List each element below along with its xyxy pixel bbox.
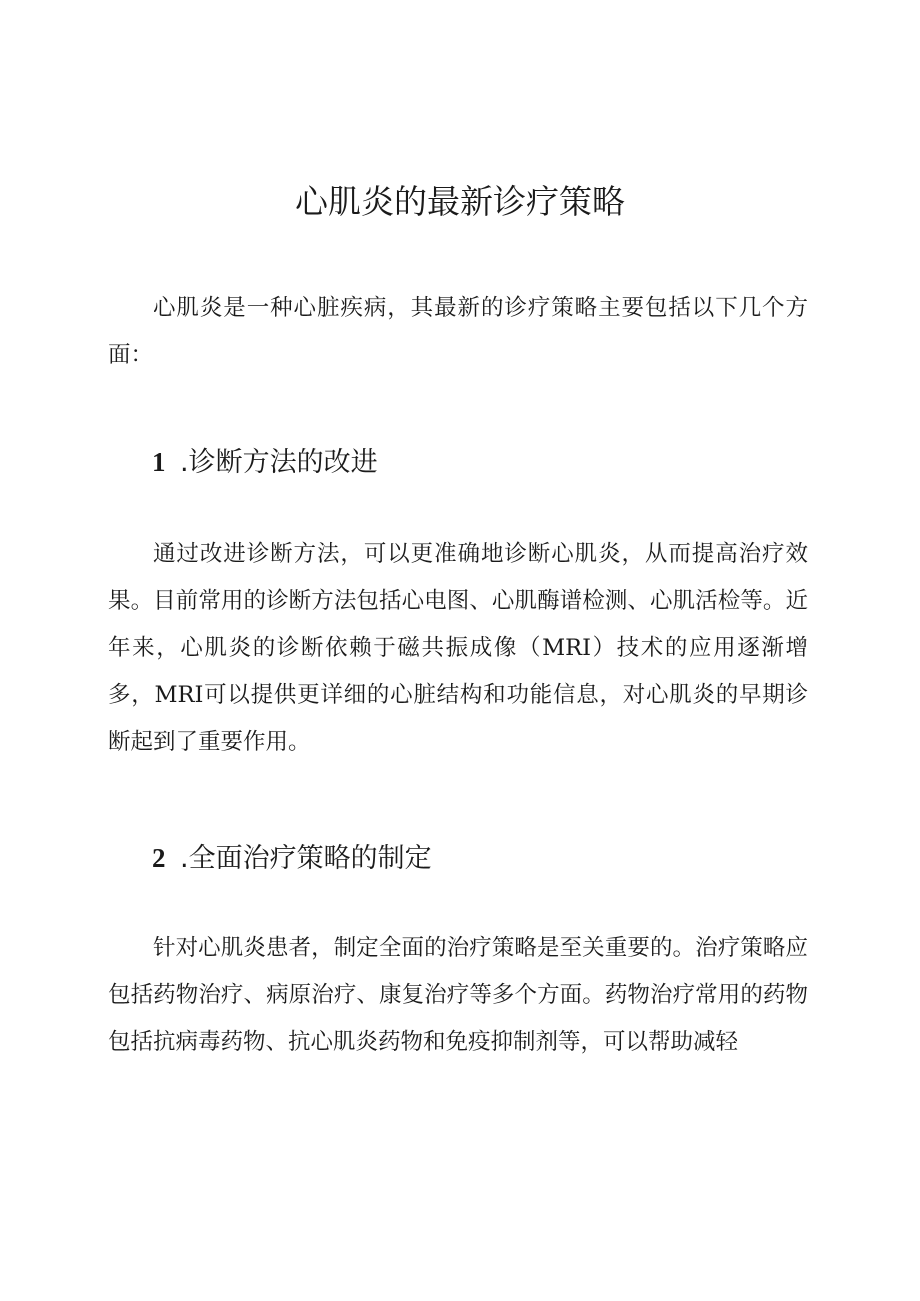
- section-2-paragraph: 针对心肌炎患者，制定全面的治疗策略是至关重要的。治疗策略应包括药物治疗、病原治疗、康复治疗等多个方面。药物治疗常用的药物包括抗病毒药物、抗心肌炎药物和免疫抑制剂等，可以帮助减轻: [108, 935, 808, 1055]
- section-2-number: 2: [152, 843, 166, 873]
- section-1-number: 1: [152, 447, 166, 477]
- section-2-title: .全面治疗策略的制定: [180, 843, 432, 874]
- section-1-title: .诊断方法的改进: [180, 447, 378, 478]
- section-2-heading: [152, 836, 432, 875]
- section-1-heading: [152, 440, 378, 479]
- intro-paragraph: 心肌炎是一种心脏疾病，其最新的诊疗策略主要包括以下几个方面：: [108, 295, 808, 368]
- document-title: 心肌炎的最新诊疗策略: [295, 182, 625, 221]
- section-1-paragraph: 通过改进诊断方法，可以更准确地诊断心肌炎，从而提高治疗效果。目前常用的诊断方法包括心电图、心肌酶谱检测、心肌活检等。近年来，心肌炎的诊断依赖于磁共振成像（MRI）技术的应用逐渐增多，MRI可以提供更详细的心脏结构和功能信息，对心肌炎的早期诊断起到了重要作用。: [108, 541, 808, 755]
